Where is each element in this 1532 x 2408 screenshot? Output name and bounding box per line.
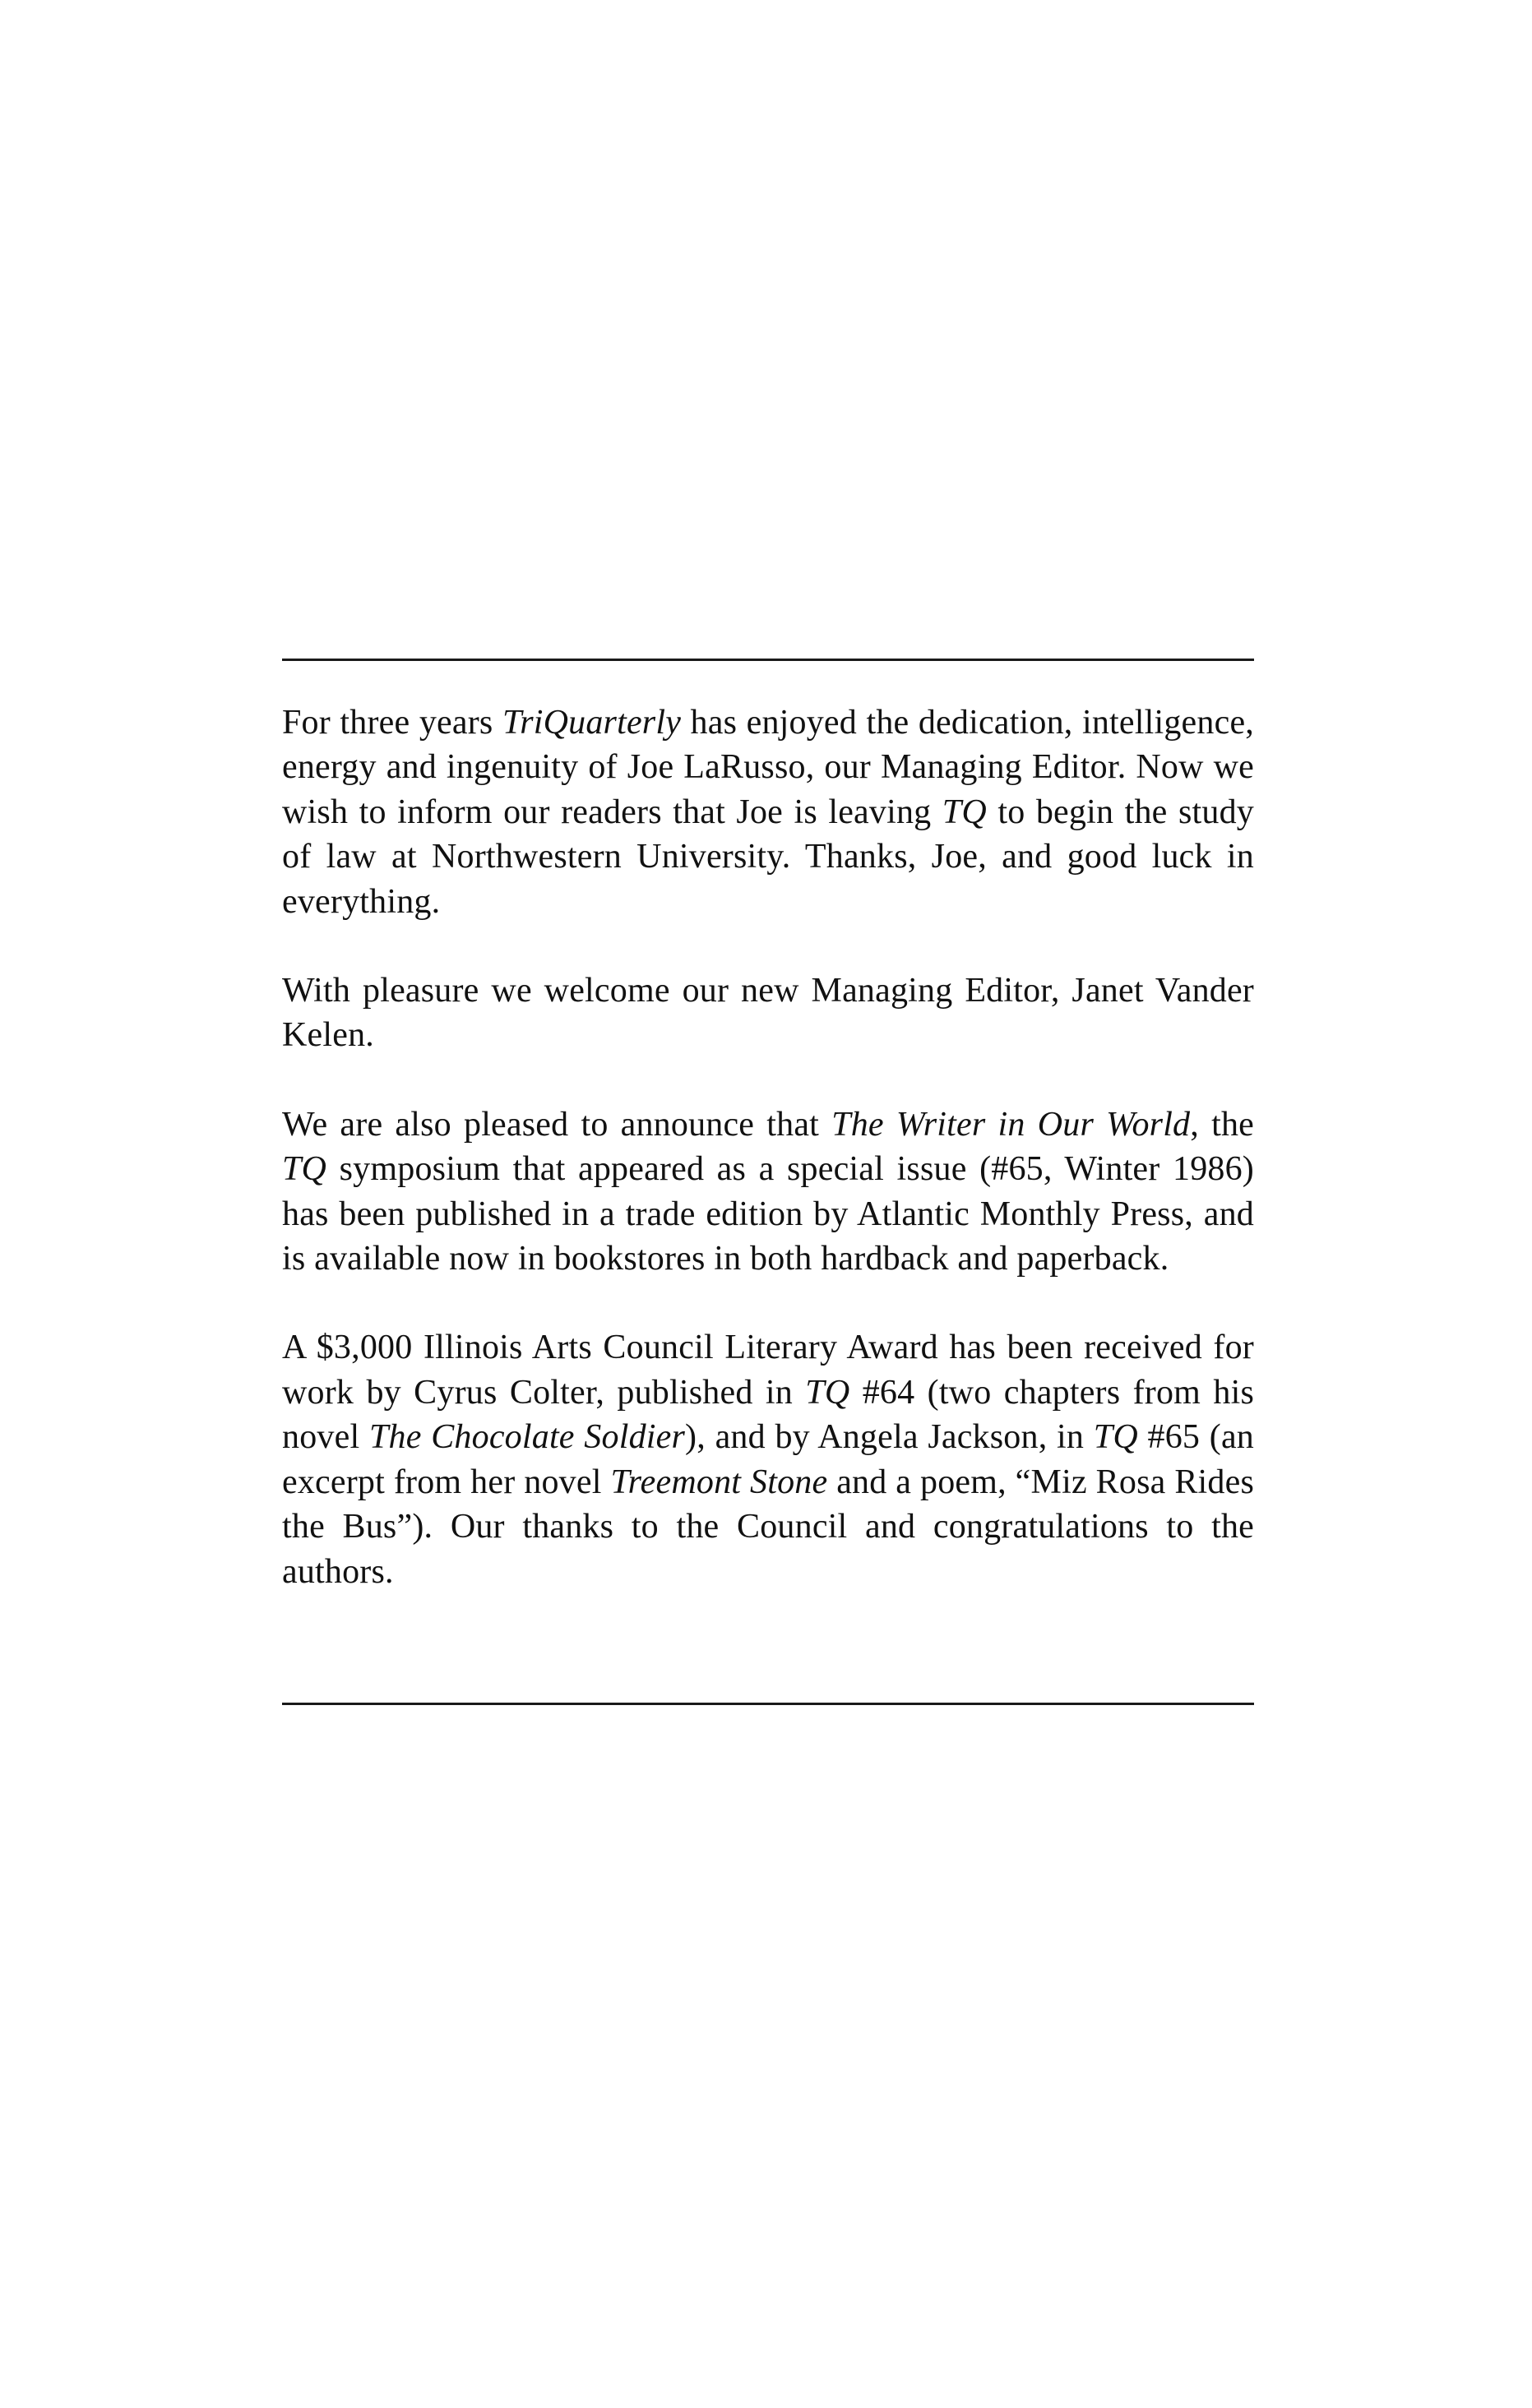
text-segment: We are also pleased to announce that [282,1105,832,1144]
text-segment: to begin the study of law at Northwestern University. Thanks, Joe, and good luck in everything. [282,793,1254,921]
text-segment: A $3,000 Illinois Arts Council Literary Award has been received for work by Cyrus Colter, published in [282,1329,1254,1412]
text-segment: and a poem, “Miz Rosa Rides the Bus”). Our thanks to the Council and congratulations to the authors. [282,1463,1254,1591]
text-segment: #65 (an excerpt from her novel [282,1418,1254,1501]
announcement-text [282,700,1254,1594]
text-segment: For three years [282,704,502,742]
bottom-rule [282,1703,1254,1705]
paragraph-managing-editor-departure [282,700,1254,924]
text-segment-italic: The Chocolate Soldier [368,1418,686,1457]
text-segment: symposium that appeared as a special issue (#65, Winter 1986) has been published in a trade edition by Atlantic Monthly Press, and is available now in bookstores in both hardback and paperback. [282,1150,1254,1278]
text-segment: #64 (two chapters from his novel [282,1373,1255,1457]
text-segment-italic: TQ [1093,1418,1138,1457]
text-segment-italic: TQ [942,793,987,831]
paragraph-new-managing-editor [282,968,1254,1058]
paragraph-arts-council-award [282,1325,1254,1593]
top-rule [282,659,1254,661]
text-segment-italic: TriQuarterly [502,704,682,742]
text-segment-italic: Treemont Stone [610,1463,828,1501]
text-segment-italic: The Writer in Our World [831,1105,1191,1144]
text-segment-italic: TQ [805,1373,850,1412]
text-segment-italic: TQ [282,1150,327,1189]
text-segment: With pleasure we welcome our new Managing Editor, Janet Vander Kelen. [282,972,1254,1055]
text-segment: ), and by Angela Jackson, in [685,1418,1094,1457]
text-segment: has enjoyed the dedication, intelligence, energy and ingenuity of Joe LaRusso, our Managing Editor. Now we wish to inform our readers that Joe is leaving [282,704,1254,831]
paragraph-symposium-publication [282,1102,1254,1282]
text-segment: , the [1190,1105,1254,1144]
